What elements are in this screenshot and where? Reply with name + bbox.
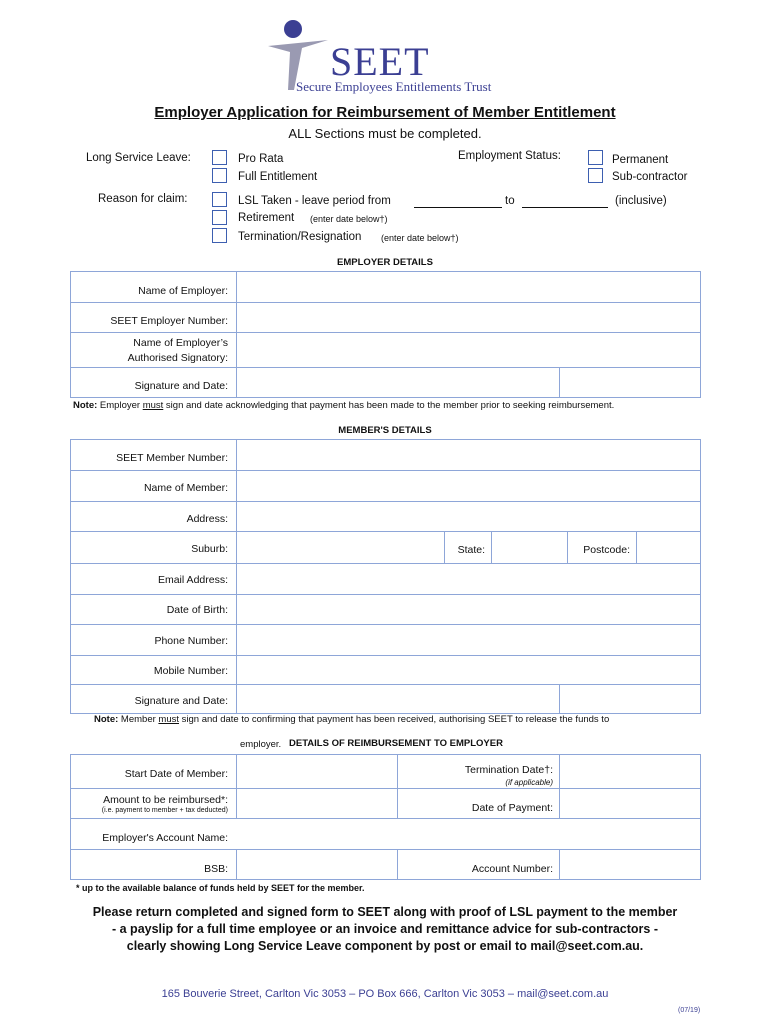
signatory-label-line2: Authorised Signatory: <box>127 352 228 364</box>
sub-contractor-checkbox[interactable] <box>588 168 603 183</box>
member-note-post: sign and date to confirming that payment has been received, authorising SEET to release the funds to <box>181 714 610 725</box>
member-number-field[interactable] <box>238 441 699 469</box>
permanent-checkbox[interactable] <box>588 150 603 165</box>
member-number-label: SEET Member Number: <box>116 452 228 464</box>
employer-name-field[interactable] <box>238 273 699 301</box>
dob-label: Date of Birth: <box>166 604 228 616</box>
reason-label: Reason for claim: <box>98 193 188 205</box>
leave-from-line[interactable] <box>414 207 502 208</box>
retirement-checkbox[interactable] <box>212 210 227 225</box>
instructions-line-1: Please return completed and signed form to SEET along with proof of LSL payment to the member <box>92 905 678 919</box>
pro-rata-checkbox[interactable] <box>212 150 227 165</box>
account-number-label: Account Number: <box>471 863 553 875</box>
employer-note-pre: Employer <box>99 400 141 411</box>
logo-wordmark: SEET <box>330 39 430 84</box>
termination-date-field[interactable] <box>561 756 699 787</box>
amount-label: Amount to be reimbursed*: <box>103 794 228 806</box>
retirement-hint: (enter date below†) <box>310 214 388 224</box>
payment-date-label: Date of Payment: <box>471 802 553 814</box>
suburb-label: Suburb: <box>191 543 228 555</box>
employer-details-heading: EMPLOYER DETAILS <box>337 257 433 268</box>
dob-field[interactable] <box>238 596 699 623</box>
member-note-must: must <box>158 714 179 725</box>
footer-address: 165 Bouverie Street, Carlton Vic 3053 – PO Box 666, Carlton Vic 3053 – mail@seet.com.au <box>161 988 609 1000</box>
reimbursement-footnote: * up to the available balance of funds held by SEET for the member. <box>76 883 365 893</box>
address-label: Address: <box>186 513 228 525</box>
termination-hint: (enter date below†) <box>381 233 459 243</box>
employer-note-post: sign and date acknowledging that payment has been made to the member prior to seeking reimbursement. <box>165 400 615 411</box>
postcode-field[interactable] <box>638 533 699 562</box>
account-name-field[interactable] <box>238 820 699 848</box>
employer-date-field[interactable] <box>561 369 699 397</box>
amount-field[interactable] <box>238 790 396 817</box>
inclusive-label: (inclusive) <box>615 195 667 207</box>
termination-date-label: Termination Date†: <box>464 764 553 776</box>
mobile-field[interactable] <box>238 657 699 683</box>
termination-checkbox[interactable] <box>212 228 227 243</box>
pro-rata-label: Pro Rata <box>238 153 284 165</box>
to-label: to <box>505 195 515 207</box>
member-date-field[interactable] <box>561 686 699 713</box>
employer-note-label: Note: <box>73 400 98 411</box>
state-label: State: <box>457 544 485 556</box>
bsb-field[interactable] <box>238 851 396 879</box>
member-note-continuation: employer. <box>240 739 282 750</box>
if-applicable-hint: (if applicable) <box>505 778 553 787</box>
account-name-label: Employer's Account Name: <box>102 832 228 844</box>
member-signature-label: Signature and Date: <box>134 695 228 707</box>
member-note-pre: Member <box>120 714 156 725</box>
member-signature-field[interactable] <box>238 686 558 713</box>
leave-to-line[interactable] <box>522 207 608 208</box>
full-entitlement-checkbox[interactable] <box>212 168 227 183</box>
permanent-label: Permanent <box>612 154 669 166</box>
lsl-taken-checkbox[interactable] <box>212 192 227 207</box>
payment-date-field[interactable] <box>561 790 699 817</box>
suburb-field[interactable] <box>238 533 443 562</box>
employer-name-label: Name of Employer: <box>138 285 228 297</box>
employer-signature-field[interactable] <box>238 369 558 397</box>
return-instructions <box>60 904 710 955</box>
lsl-label: Long Service Leave: <box>86 152 191 164</box>
bsb-label: BSB: <box>204 863 228 875</box>
amount-hint: (i.e. payment to member + tax deducted) <box>101 807 228 814</box>
member-name-label: Name of Member: <box>143 482 228 494</box>
employer-number-label: SEET Employer Number: <box>110 315 228 327</box>
employer-signature-label: Signature and Date: <box>134 380 228 392</box>
phone-field[interactable] <box>238 626 699 654</box>
employer-note <box>73 400 614 411</box>
member-note <box>94 714 609 725</box>
member-details-heading: MEMBER'S DETAILS <box>338 425 432 436</box>
account-number-field[interactable] <box>561 851 699 879</box>
postcode-label: Postcode: <box>583 544 630 556</box>
phone-label: Phone Number: <box>154 635 228 647</box>
mobile-label: Mobile Number: <box>153 665 228 677</box>
form-version: (07/19) <box>678 1007 701 1014</box>
instructions-line-3: clearly showing Long Service Leave component by post or email to mail@seet.com.au. <box>126 939 644 953</box>
state-field[interactable] <box>493 533 566 562</box>
termination-label: Termination/Resignation <box>238 231 362 243</box>
signatory-label-line1: Name of Employer’s <box>133 337 228 349</box>
lsl-taken-label: LSL Taken - leave period from <box>238 195 391 207</box>
member-name-field[interactable] <box>238 472 699 500</box>
reimbursement-heading: DETAILS OF REIMBURSEMENT TO EMPLOYER <box>289 738 503 749</box>
start-date-label: Start Date of Member: <box>124 768 228 780</box>
signatory-field[interactable] <box>238 334 699 366</box>
start-date-field[interactable] <box>238 756 396 787</box>
email-field[interactable] <box>238 565 699 593</box>
employer-number-field[interactable] <box>238 304 699 331</box>
email-label: Email Address: <box>157 574 228 586</box>
retirement-label: Retirement <box>238 212 295 224</box>
full-entitlement-label: Full Entitlement <box>238 171 318 183</box>
logo-tagline: Secure Employees Entitlements Trust <box>296 79 492 94</box>
form-title: Employer Application for Reimbursement of Member Entitlement <box>154 104 616 121</box>
employer-note-must: must <box>142 400 164 411</box>
instructions-line-2: - a payslip for a full time employee or an invoice and remittance advice for sub-contractors - <box>112 922 658 936</box>
form-subtitle: ALL Sections must be completed. <box>288 126 482 141</box>
sub-contractor-label: Sub-contractor <box>612 171 688 183</box>
employment-status-label: Employment Status: <box>458 150 561 162</box>
member-note-label: Note: <box>94 714 119 725</box>
address-field[interactable] <box>238 503 699 530</box>
